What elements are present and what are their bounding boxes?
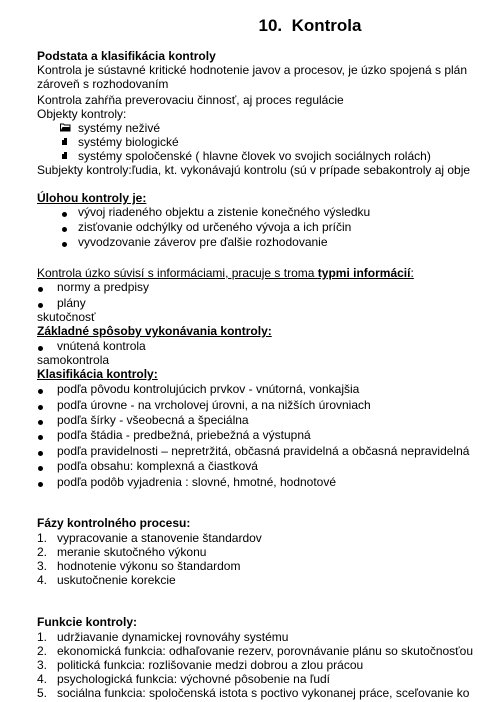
list-number: 2. bbox=[37, 644, 48, 658]
section-heading: Úlohou kontroly je: bbox=[37, 191, 147, 205]
list-item: politická funkcia: rozlišovanie medzi dobrou a zlou prácou bbox=[57, 658, 364, 672]
list-item: psychologická funkcia: výchovné pôsobenie na ľudí bbox=[57, 672, 331, 686]
bullet-dot-icon bbox=[38, 400, 43, 414]
section-heading: Klasifikácia kontroly: bbox=[37, 367, 158, 381]
paragraph-line: Subjekty kontroly:ľudia, kt. vykonávajú kontrolu (sú v prípade sebakontroly aj obje bbox=[37, 163, 471, 177]
paragraph-line: zároveň s rozhodovaním bbox=[37, 77, 169, 91]
list-item: udržiavanie dynamickej rovnováhy systému bbox=[57, 630, 289, 644]
folder-icon bbox=[60, 122, 70, 136]
list-item: systémy biologické bbox=[78, 135, 179, 149]
bullet-dot-icon bbox=[38, 384, 43, 398]
list-number: 4. bbox=[37, 573, 48, 587]
section-heading: Fázy kontrolného procesu: bbox=[37, 516, 191, 530]
bullet-dot-icon bbox=[38, 430, 43, 444]
bullet-dot-icon bbox=[62, 237, 67, 251]
paragraph-line: skutočnosť bbox=[37, 310, 96, 324]
bullet-dot-icon bbox=[38, 282, 43, 296]
list-item: vnútená kontrola bbox=[57, 339, 146, 353]
paragraph-line: Kontrola zahŕňa preverovaciu činnosť, aj proces regulácie bbox=[37, 93, 344, 107]
info-intro bbox=[37, 266, 414, 280]
list-item: podľa šírky - všeobecná a špeciálna bbox=[57, 413, 249, 427]
list-item: podľa pravidelnosti – nepretržitá, občasná pravidelná a občasná nepravidelná bbox=[57, 444, 470, 458]
list-item: normy a predpisy bbox=[57, 280, 150, 294]
list-number: 2. bbox=[37, 545, 48, 559]
list-item: plány bbox=[57, 296, 86, 310]
list-number: 4. bbox=[37, 672, 48, 686]
list-item: vývoj riadeného objektu a zistenie konečného výsledku bbox=[78, 205, 371, 219]
list-item: uskutočnenie korekcie bbox=[57, 573, 176, 587]
list-item: podľa pôvodu kontrolujúcich prvkov - vnútorná, vonkajšia bbox=[57, 382, 360, 396]
list-number: 5. bbox=[37, 686, 48, 700]
bullet-dot-icon bbox=[62, 207, 67, 221]
title-number: 10. bbox=[258, 16, 283, 35]
list-item: hodnotenie výkonu so štandardom bbox=[57, 559, 241, 573]
list-item: podľa podôb vyjadrenia : slovné, hmotné, hodnotové bbox=[57, 475, 337, 489]
paragraph-line: Objekty kontroly: bbox=[37, 107, 127, 121]
paragraph-line: samokontrola bbox=[37, 353, 110, 367]
info-intro-end: : bbox=[410, 266, 414, 280]
list-item: vyvodzovanie záverov pre ďalšie rozhodovanie bbox=[78, 235, 328, 249]
list-item: podľa obsahu: komplexná a čiastková bbox=[57, 459, 258, 473]
square-bullet-icon bbox=[61, 136, 71, 150]
info-intro-text: Kontrola úzko súvisí s informáciami, pracuje s troma bbox=[37, 266, 318, 280]
list-item: systémy spoločenské ( hlavne človek vo svojich sociálnych rolách) bbox=[78, 149, 431, 163]
bullet-dot-icon bbox=[38, 446, 43, 460]
list-item: sociálna funkcia: spoločenská istota s poctivo vykonanej práce, sceľovanie ko bbox=[57, 686, 470, 700]
list-item: podľa štádia - predbežná, priebežná a výstupná bbox=[57, 428, 311, 442]
bullet-dot-icon bbox=[62, 222, 67, 236]
list-item: zisťovanie odchýlky od určeného vývoja a ich príčin bbox=[78, 220, 352, 234]
list-item: meranie skutočného výkonu bbox=[57, 545, 207, 559]
square-bullet-icon bbox=[61, 150, 71, 164]
list-number: 1. bbox=[37, 630, 48, 644]
bullet-dot-icon bbox=[38, 415, 43, 429]
info-intro-bold: typmi informácií bbox=[317, 266, 411, 280]
section-heading: Funkcie kontroly: bbox=[37, 615, 138, 629]
list-number: 1. bbox=[37, 531, 48, 545]
bullet-dot-icon bbox=[38, 461, 43, 475]
list-number: 3. bbox=[37, 658, 48, 672]
list-item: vypracovanie a stanovenie štandardov bbox=[57, 531, 262, 545]
list-item: systémy neživé bbox=[78, 121, 161, 135]
section-heading: Podstata a klasifikácia kontroly bbox=[37, 49, 216, 63]
paragraph-line: Kontrola je sústavné kritické hodnotenie javov a procesov, je úzko spojená s plán bbox=[37, 63, 468, 77]
list-item: podľa úrovne - na vrcholovej úrovni, a na nižších úrovniach bbox=[57, 398, 371, 412]
list-item: ekonomická funkcia: odhaľovanie rezerv, porovnávanie plánu so skutočnosťou bbox=[57, 644, 474, 658]
page-title bbox=[0, 16, 478, 36]
bullet-dot-icon bbox=[38, 477, 43, 491]
section-heading: Základné spôsoby vykonávania kontroly: bbox=[37, 324, 272, 338]
list-number: 3. bbox=[37, 559, 48, 573]
title-text: Kontrola bbox=[291, 16, 362, 35]
